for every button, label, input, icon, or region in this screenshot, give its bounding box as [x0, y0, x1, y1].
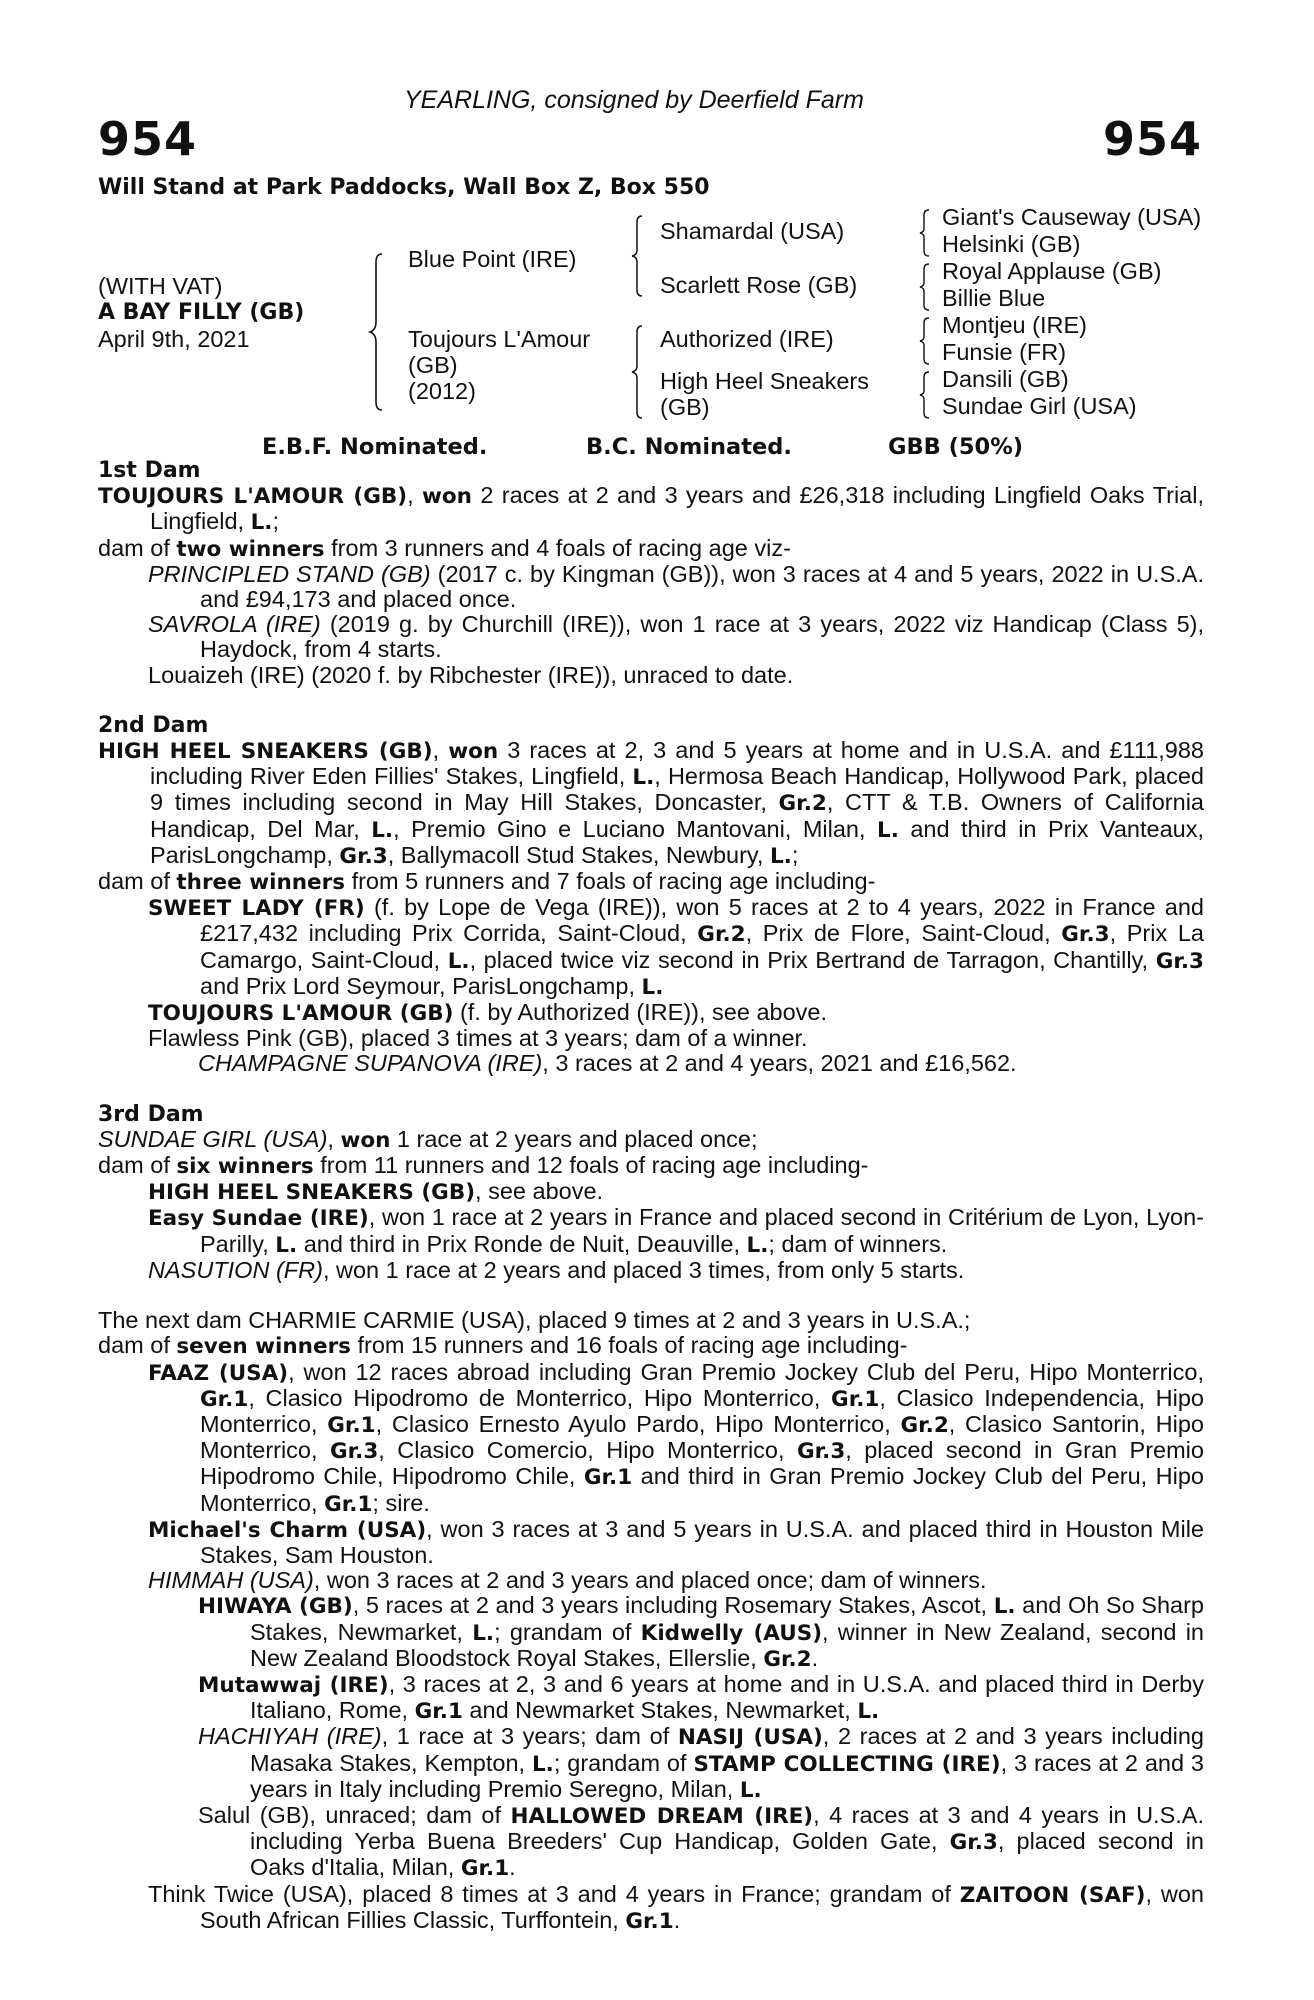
third-dam-entry: SUNDAE GIRL (USA), won 1 race at 2 years and placed once;	[98, 1125, 758, 1153]
ggp-1: Giant's Causeway (USA)	[942, 204, 1202, 230]
dam-line3: (2012)	[408, 378, 476, 404]
lot-number-right: 954	[1102, 112, 1202, 166]
produce-entry: Salul (GB), unraced; dam of HALLOWED DREAM (IRE), 4 races at 3 and 4 years in U.S.A. including Yerba Buena Breeders' Cup Handicap, Golden Gate, Gr.3, placed second in Oaks d'Italia, Milan, Gr.1.	[198, 1801, 1204, 1882]
dam-line1: Toujours L'Amour	[408, 326, 591, 352]
ggp-6: Funsie (FR)	[942, 339, 1067, 365]
second-dam-entry: HIGH HEEL SNEAKERS (GB), won 3 races at 2, 3 and 5 years at home and in U.S.A. and £111,988 including River Eden Fillies' Stakes, Lingfield, L., Hermosa Beach Handicap, Hollywood Park, placed 9 times including second in May Hill Stakes, Doncaster, Gr.2, CTT & T.B. Owners of California Handicap, Del Mar, L., Premio Gino e Luciano Mantovani, Milan, L. and third in Prix Vanteaux, ParisLongchamp, Gr.3, Ballymacoll Stud Stakes, Newbury, L.;	[98, 737, 1205, 869]
lot-number-left: 954	[98, 112, 198, 166]
consignment-line: YEARLING, consigned by Deerfield Farm	[404, 86, 864, 114]
third-dam-heading: 3rd Dam	[98, 1101, 204, 1127]
third-dam-produce-summary: dam of six winners from 11 runners and 12 foals of racing age including-	[98, 1152, 869, 1180]
catalogue-body	[98, 458, 1204, 1934]
dam-sire: Authorized (IRE)	[660, 326, 834, 352]
pedigree-brace-dam	[630, 324, 646, 420]
produce-entry: Louaizeh (IRE) (2020 f. by Ribchester (IRE)), unraced to date.	[148, 661, 794, 688]
produce-entry: CHAMPAGNE SUPANOVA (IRE), 3 races at 2 and 4 years, 2021 and £16,562.	[198, 1050, 1017, 1077]
produce-entry: HIWAYA (GB), 5 races at 2 and 3 years including Rosemary Stakes, Ascot, L. and Oh So Sharp Stakes, Newmarket, L.; grandam of Kidwelly (AUS), winner in New Zealand, second in New Zealand Bloodstock Royal Stakes, Ellerslie, Gr.2.	[198, 1592, 1205, 1672]
gbb-bonus: GBB (50%)	[888, 434, 1024, 460]
ggp-5: Montjeu (IRE)	[942, 312, 1087, 338]
produce-entry: HIGH HEEL SNEAKERS (GB), see above.	[148, 1178, 604, 1206]
first-dam-heading: 1st Dam	[98, 458, 201, 483]
sire-sire: Shamardal (USA)	[660, 218, 845, 244]
produce-entry: Mutawwaj (IRE), 3 races at 2, 3 and 6 years at home and in U.S.A. and placed third in Derby Italiano, Rome, Gr.1 and Newmarket Stakes, Newmarket, L.	[198, 1670, 1204, 1725]
pedigree-brace-g1	[918, 208, 932, 258]
produce-entry: SWEET LADY (FR) (f. by Lope de Vega (IRE)), won 5 races at 2 to 4 years, 2022 in France and £217,432 including Prix Corrida, Saint-Cloud, Gr.2, Prix de Flore, Saint-Cloud, Gr.3, Prix La Camargo, Saint-Cloud, L., placed twice viz second in Prix Bertrand de Tarragon, Chantilly, Gr.3 and Prix Lord Seymour, ParisLongchamp, L.	[148, 894, 1204, 1000]
foaling-date: April 9th, 2021	[98, 326, 250, 352]
pedigree-brace-main	[368, 252, 388, 412]
produce-entry: TOUJOURS L'AMOUR (GB) (f. by Authorized (IRE)), see above.	[148, 999, 828, 1027]
subject-name: A BAY FILLY (GB)	[98, 300, 305, 325]
dam-dam-line1: High Heel Sneakers	[660, 368, 869, 394]
ggp-7: Dansili (GB)	[942, 366, 1069, 392]
dam-dam-line2: (GB)	[660, 394, 710, 420]
produce-entry: HACHIYAH (IRE), 1 race at 3 years; dam of NASIJ (USA), 2 races at 2 and 3 years including Masaka Stakes, Kempton, L.; grandam of STAMP COLLECTING (IRE), 3 races at 2 and 3 years in Italy including Premio Seregno, Milan, L.	[198, 1723, 1205, 1803]
second-dam-produce-summary: dam of three winners from 5 runners and 7 foals of racing age including-	[98, 868, 876, 896]
produce-entry: SAVROLA (IRE) (2019 g. by Churchill (IRE)), won 1 race at 3 years, 2022 viz Handicap (Class 5), Haydock, from 4 starts.	[148, 611, 1205, 663]
produce-entry: PRINCIPLED STAND (GB) (2017 c. by Kingman (GB)), won 3 races at 4 and 5 years, 2022 in U.S.A. and £94,173 and placed once.	[148, 560, 1204, 613]
pedigree-brace-g4	[918, 370, 932, 420]
next-dam-produce-summary: dam of seven winners from 15 runners and 16 foals of racing age including-	[98, 1332, 908, 1360]
ggp-4: Billie Blue	[942, 285, 1046, 311]
sire-dam: Scarlett Rose (GB)	[660, 272, 858, 298]
pedigree-brace-sire	[630, 214, 646, 298]
ggp-3: Royal Applause (GB)	[942, 258, 1162, 284]
ggp-2: Helsinki (GB)	[942, 231, 1081, 257]
pedigree-brace-g3	[918, 316, 932, 366]
produce-entry: NASUTION (FR), won 1 race at 2 years and placed 3 times, from only 5 starts.	[148, 1256, 965, 1283]
sire: Blue Point (IRE)	[408, 246, 577, 272]
produce-entry: Easy Sundae (IRE), won 1 race at 2 years in France and placed second in Critérium de Lyon, Lyon-Parilly, L. and third in Prix Ronde de Nuit, Deauville, L.; dam of winners.	[148, 1204, 1204, 1258]
ggp-8: Sundae Girl (USA)	[942, 393, 1137, 419]
dam-line2: (GB)	[408, 352, 458, 378]
next-dam-entry: The next dam CHARMIE CARMIE (USA), placed 9 times at 2 and 3 years in U.S.A.;	[98, 1307, 971, 1334]
produce-entry: Flawless Pink (GB), placed 3 times at 3 years; dam of a winner.	[148, 1025, 808, 1052]
produce-entry: Think Twice (USA), placed 8 times at 3 and 4 years in France; grandam of ZAITOON (SAF), won South African Fillies Classic, Turffontein, Gr.1.	[148, 1880, 1205, 1934]
second-dam-heading: 2nd Dam	[98, 712, 209, 738]
stand-location: Will Stand at Park Paddocks, Wall Box Z, Box 550	[98, 175, 710, 200]
first-dam-produce-summary: dam of two winners from 3 runners and 4 foals of racing age viz-	[98, 534, 791, 562]
produce-entry: FAAZ (USA), won 12 races abroad including Gran Premio Jockey Club del Peru, Hipo Monterrico, Gr.1, Clasico Hipodromo de Monterrico, Hipo Monterrico, Gr.1, Clasico Independencia, Hipo Monterrico, Gr.1, Clasico Ernesto Ayulo Pardo, Hipo Monterrico, Gr.2, Clasico Santorin, Hipo Monterrico, Gr.3, Clasico Comercio, Hipo Monterrico, Gr.3, placed second in Gran Premio Hipodromo Chile, Hipodromo Chile, Gr.1 and third in Gran Premio Jockey Club del Peru, Hipo Monterrico, Gr.1; sire.	[148, 1358, 1204, 1517]
produce-entry: Michael's Charm (USA), won 3 races at 3 and 5 years in U.S.A. and placed third in Houston Mile Stakes, Sam Houston.	[148, 1515, 1204, 1568]
produce-entry: HIMMAH (USA), won 3 races at 2 and 3 years and placed once; dam of winners.	[148, 1567, 987, 1594]
first-dam-entry: TOUJOURS L'AMOUR (GB), won 2 races at 2 and 3 years and £26,318 including Lingfield Oaks Trial, Lingfield, L.;	[98, 482, 1204, 536]
pedigree-brace-g2	[918, 262, 932, 312]
vat-note: (WITH VAT)	[98, 273, 223, 299]
bc-nomination: B.C. Nominated.	[586, 434, 792, 460]
ebf-nomination: E.B.F. Nominated.	[262, 434, 488, 460]
